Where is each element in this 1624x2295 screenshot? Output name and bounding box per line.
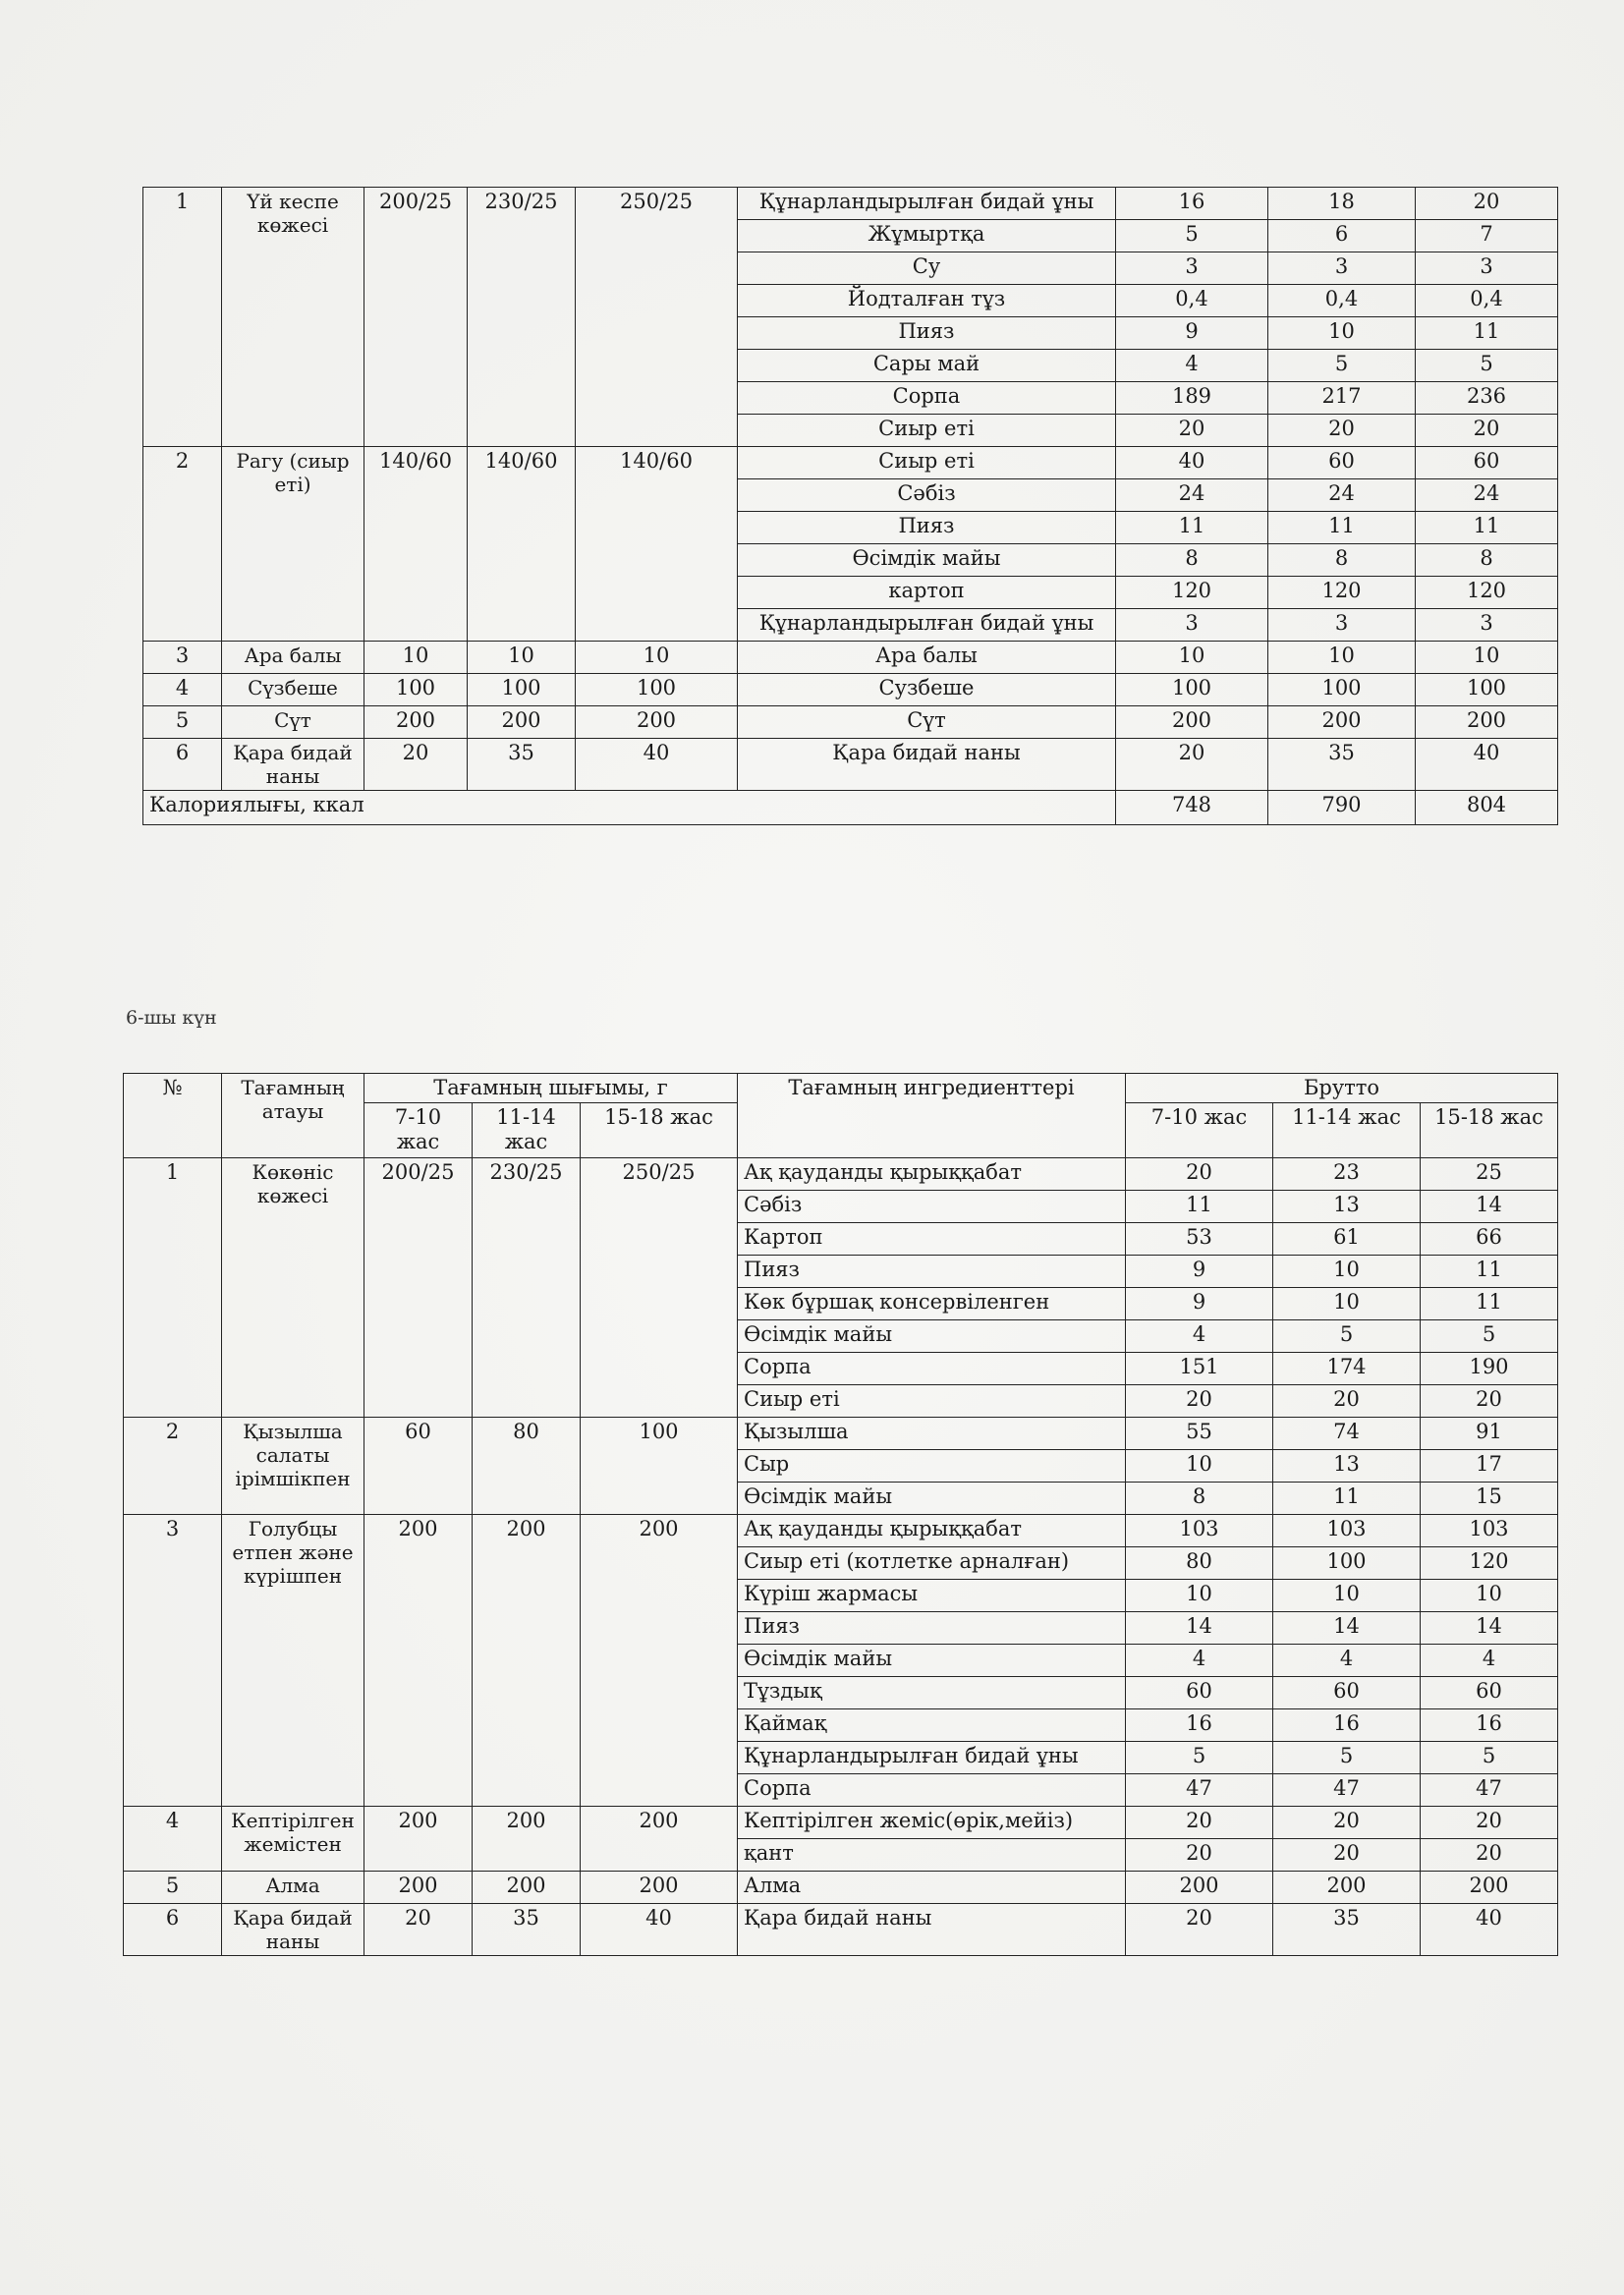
ingredient-name: Сиыр еті bbox=[738, 1384, 1126, 1417]
brutto-age-15-18: 20 bbox=[1421, 1806, 1558, 1838]
yield-age-11-14: 100 bbox=[468, 674, 576, 706]
brutto-age-11-14: 8 bbox=[1268, 544, 1416, 577]
ingredient-name: Күріш жармасы bbox=[738, 1579, 1126, 1611]
brutto-age-7-10: 20 bbox=[1126, 1903, 1273, 1955]
dish-number: 1 bbox=[124, 1157, 222, 1417]
dish-number: 1 bbox=[143, 188, 222, 447]
yield-age-15-18: 10 bbox=[576, 642, 738, 674]
ingredient-name: Су bbox=[738, 252, 1116, 285]
dish-name: Кептірілген жемістен bbox=[222, 1806, 364, 1871]
header-number: № bbox=[124, 1074, 222, 1158]
brutto-age-15-18: 47 bbox=[1421, 1773, 1558, 1806]
ingredient-name: Өсімдік майы bbox=[738, 1644, 1126, 1676]
ingredient-name: Сорпа bbox=[738, 382, 1116, 415]
brutto-age-7-10: 4 bbox=[1116, 350, 1268, 382]
table1-body bbox=[143, 188, 1558, 825]
dish-number: 6 bbox=[143, 739, 222, 791]
brutto-age-11-14: 200 bbox=[1268, 706, 1416, 739]
table-row bbox=[124, 1903, 1558, 1955]
brutto-age-11-14: 100 bbox=[1273, 1546, 1421, 1579]
brutto-age-15-18: 20 bbox=[1416, 415, 1558, 447]
yield-age-15-18: 250/25 bbox=[576, 188, 738, 447]
brutto-age-15-18: 15 bbox=[1421, 1482, 1558, 1514]
ingredient-name: Сары май bbox=[738, 350, 1116, 382]
brutto-age-11-14: 23 bbox=[1273, 1157, 1421, 1190]
brutto-age-11-14: 10 bbox=[1273, 1255, 1421, 1287]
ingredient-name: Ара балы bbox=[738, 642, 1116, 674]
header-yield-age-7-10: 7-10 жас bbox=[364, 1103, 473, 1157]
ingredient-name: Сәбіз bbox=[738, 1190, 1126, 1222]
brutto-age-15-18: 0,4 bbox=[1416, 285, 1558, 317]
brutto-age-7-10: 53 bbox=[1126, 1222, 1273, 1255]
brutto-age-7-10: 103 bbox=[1126, 1514, 1273, 1546]
brutto-age-11-14: 10 bbox=[1273, 1579, 1421, 1611]
ingredient-name: Сузбеше bbox=[738, 674, 1116, 706]
yield-age-15-18: 100 bbox=[581, 1417, 738, 1514]
brutto-age-11-14: 11 bbox=[1273, 1482, 1421, 1514]
brutto-age-15-18: 236 bbox=[1416, 382, 1558, 415]
yield-age-15-18: 200 bbox=[581, 1514, 738, 1806]
brutto-age-15-18: 200 bbox=[1421, 1871, 1558, 1903]
yield-age-11-14: 35 bbox=[473, 1903, 581, 1955]
brutto-age-7-10: 0,4 bbox=[1116, 285, 1268, 317]
brutto-age-7-10: 100 bbox=[1116, 674, 1268, 706]
brutto-age-15-18: 200 bbox=[1416, 706, 1558, 739]
brutto-age-15-18: 60 bbox=[1421, 1676, 1558, 1708]
ingredient-name: Ақ қауданды қырыққабат bbox=[738, 1514, 1126, 1546]
yield-age-7-10: 20 bbox=[364, 1903, 473, 1955]
brutto-age-7-10: 20 bbox=[1126, 1806, 1273, 1838]
brutto-age-15-18: 10 bbox=[1421, 1579, 1558, 1611]
ingredient-name: Пияз bbox=[738, 1611, 1126, 1644]
table-row bbox=[124, 1514, 1558, 1546]
ingredient-name: Ақ қауданды қырыққабат bbox=[738, 1157, 1126, 1190]
ingredient-name: Құнарландырылған бидай ұны bbox=[738, 1741, 1126, 1773]
brutto-age-7-10: 3 bbox=[1116, 609, 1268, 642]
yield-age-7-10: 10 bbox=[364, 642, 468, 674]
brutto-age-15-18: 14 bbox=[1421, 1190, 1558, 1222]
brutto-age-11-14: 61 bbox=[1273, 1222, 1421, 1255]
yield-age-11-14: 200 bbox=[473, 1871, 581, 1903]
brutto-age-15-18: 4 bbox=[1421, 1644, 1558, 1676]
brutto-age-11-14: 35 bbox=[1273, 1903, 1421, 1955]
yield-age-11-14: 200 bbox=[473, 1514, 581, 1806]
yield-age-11-14: 200 bbox=[473, 1806, 581, 1871]
yield-age-15-18: 200 bbox=[576, 706, 738, 739]
brutto-age-15-18: 25 bbox=[1421, 1157, 1558, 1190]
yield-age-11-14: 200 bbox=[468, 706, 576, 739]
brutto-age-11-14: 20 bbox=[1268, 415, 1416, 447]
brutto-age-11-14: 5 bbox=[1273, 1741, 1421, 1773]
yield-age-7-10: 200 bbox=[364, 1514, 473, 1806]
brutto-age-11-14: 24 bbox=[1268, 479, 1416, 512]
brutto-age-7-10: 20 bbox=[1116, 739, 1268, 791]
header-dish-name: Тағамның атауы bbox=[222, 1074, 364, 1158]
yield-age-15-18: 40 bbox=[576, 739, 738, 791]
yield-age-11-14: 35 bbox=[468, 739, 576, 791]
brutto-age-7-10: 16 bbox=[1116, 188, 1268, 220]
ingredient-name: Пияз bbox=[738, 512, 1116, 544]
yield-age-11-14: 80 bbox=[473, 1417, 581, 1514]
brutto-age-11-14: 10 bbox=[1268, 642, 1416, 674]
yield-age-15-18: 250/25 bbox=[581, 1157, 738, 1417]
brutto-age-7-10: 3 bbox=[1116, 252, 1268, 285]
dish-number: 4 bbox=[124, 1806, 222, 1871]
yield-age-11-14: 230/25 bbox=[473, 1157, 581, 1417]
brutto-age-15-18: 24 bbox=[1416, 479, 1558, 512]
brutto-age-7-10: 47 bbox=[1126, 1773, 1273, 1806]
ingredient-name: Қаймақ bbox=[738, 1708, 1126, 1741]
table-row bbox=[143, 706, 1558, 739]
calorie-value-11-14: 790 bbox=[1268, 791, 1416, 825]
calorie-value-15-18: 804 bbox=[1416, 791, 1558, 825]
ingredient-name: Пияз bbox=[738, 1255, 1126, 1287]
brutto-age-15-18: 20 bbox=[1421, 1384, 1558, 1417]
brutto-age-15-18: 20 bbox=[1416, 188, 1558, 220]
brutto-age-11-14: 47 bbox=[1273, 1773, 1421, 1806]
brutto-age-7-10: 9 bbox=[1126, 1255, 1273, 1287]
yield-age-7-10: 100 bbox=[364, 674, 468, 706]
brutto-age-11-14: 16 bbox=[1273, 1708, 1421, 1741]
yield-age-7-10: 20 bbox=[364, 739, 468, 791]
brutto-age-15-18: 11 bbox=[1416, 317, 1558, 350]
dish-name: Ара балы bbox=[222, 642, 364, 674]
brutto-age-15-18: 5 bbox=[1421, 1741, 1558, 1773]
brutto-age-7-10: 20 bbox=[1126, 1838, 1273, 1871]
brutto-age-11-14: 13 bbox=[1273, 1190, 1421, 1222]
calorie-value-7-10: 748 bbox=[1116, 791, 1268, 825]
ingredient-name: Құнарландырылған бидай ұны bbox=[738, 188, 1116, 220]
brutto-age-7-10: 20 bbox=[1126, 1384, 1273, 1417]
brutto-age-11-14: 20 bbox=[1273, 1838, 1421, 1871]
brutto-age-7-10: 40 bbox=[1116, 447, 1268, 479]
dish-name: Сүзбеше bbox=[222, 674, 364, 706]
dish-name: Қызылша салаты ірімшікпен bbox=[222, 1417, 364, 1514]
ingredient-name: Сәбіз bbox=[738, 479, 1116, 512]
brutto-age-11-14: 18 bbox=[1268, 188, 1416, 220]
brutto-age-15-18: 120 bbox=[1421, 1546, 1558, 1579]
table-row bbox=[143, 739, 1558, 791]
yield-age-7-10: 140/60 bbox=[364, 447, 468, 642]
brutto-age-15-18: 190 bbox=[1421, 1352, 1558, 1384]
ingredient-name: Көк бұршақ консервіленген bbox=[738, 1287, 1126, 1319]
ingredient-name: Өсімдік майы bbox=[738, 1482, 1126, 1514]
ingredient-name: Өсімдік майы bbox=[738, 544, 1116, 577]
header-yield: Тағамның шығымы, г bbox=[364, 1074, 738, 1103]
brutto-age-11-14: 14 bbox=[1273, 1611, 1421, 1644]
dish-name: Көкөніс көжесі bbox=[222, 1157, 364, 1417]
brutto-age-15-18: 66 bbox=[1421, 1222, 1558, 1255]
ingredient-name: Тұздық bbox=[738, 1676, 1126, 1708]
ingredient-name: Сиыр еті bbox=[738, 447, 1116, 479]
brutto-age-11-14: 4 bbox=[1273, 1644, 1421, 1676]
header-brutto-age-11-14: 11-14 жас bbox=[1273, 1103, 1421, 1157]
day-caption: 6-шы күн bbox=[126, 1007, 217, 1029]
dish-number: 4 bbox=[143, 674, 222, 706]
brutto-age-7-10: 120 bbox=[1116, 577, 1268, 609]
dish-name: Қара бидай наны bbox=[222, 739, 364, 791]
yield-age-11-14: 230/25 bbox=[468, 188, 576, 447]
dish-name: Рагу (сиыр еті) bbox=[222, 447, 364, 642]
table2-header bbox=[124, 1074, 1558, 1158]
brutto-age-7-10: 189 bbox=[1116, 382, 1268, 415]
brutto-age-11-14: 5 bbox=[1273, 1319, 1421, 1352]
ingredient-name: Қара бидай наны bbox=[738, 739, 1116, 791]
dish-number: 3 bbox=[143, 642, 222, 674]
brutto-age-7-10: 16 bbox=[1126, 1708, 1273, 1741]
ingredient-name: Сүт bbox=[738, 706, 1116, 739]
dish-number: 3 bbox=[124, 1514, 222, 1806]
brutto-age-7-10: 8 bbox=[1116, 544, 1268, 577]
brutto-age-15-18: 40 bbox=[1421, 1903, 1558, 1955]
header-yield-age-15-18: 15-18 жас bbox=[581, 1103, 738, 1157]
brutto-age-11-14: 0,4 bbox=[1268, 285, 1416, 317]
brutto-age-15-18: 10 bbox=[1416, 642, 1558, 674]
ingredient-name: Пияз bbox=[738, 317, 1116, 350]
ingredient-name: Қара бидай наны bbox=[738, 1903, 1126, 1955]
brutto-age-7-10: 5 bbox=[1116, 220, 1268, 252]
yield-age-11-14: 140/60 bbox=[468, 447, 576, 642]
brutto-age-11-14: 120 bbox=[1268, 577, 1416, 609]
table-row bbox=[143, 642, 1558, 674]
table-row bbox=[124, 1871, 1558, 1903]
brutto-age-11-14: 60 bbox=[1273, 1676, 1421, 1708]
dish-number: 2 bbox=[124, 1417, 222, 1514]
dish-number: 5 bbox=[143, 706, 222, 739]
brutto-age-7-10: 151 bbox=[1126, 1352, 1273, 1384]
yield-age-7-10: 60 bbox=[364, 1417, 473, 1514]
dish-name: Алма bbox=[222, 1871, 364, 1903]
brutto-age-7-10: 9 bbox=[1126, 1287, 1273, 1319]
yield-age-7-10: 200 bbox=[364, 706, 468, 739]
ingredient-name: Сорпа bbox=[738, 1352, 1126, 1384]
brutto-age-7-10: 60 bbox=[1126, 1676, 1273, 1708]
brutto-age-7-10: 55 bbox=[1126, 1417, 1273, 1449]
brutto-age-7-10: 4 bbox=[1126, 1644, 1273, 1676]
header-yield-age-11-14: 11-14 жас bbox=[473, 1103, 581, 1157]
brutto-age-7-10: 200 bbox=[1126, 1871, 1273, 1903]
dish-name: Голубцы етпен және күрішпен bbox=[222, 1514, 364, 1806]
brutto-age-7-10: 10 bbox=[1126, 1579, 1273, 1611]
brutto-age-7-10: 24 bbox=[1116, 479, 1268, 512]
brutto-age-15-18: 91 bbox=[1421, 1417, 1558, 1449]
brutto-age-15-18: 5 bbox=[1421, 1319, 1558, 1352]
brutto-age-11-14: 200 bbox=[1273, 1871, 1421, 1903]
brutto-age-15-18: 11 bbox=[1421, 1255, 1558, 1287]
brutto-age-11-14: 10 bbox=[1273, 1287, 1421, 1319]
brutto-age-15-18: 20 bbox=[1421, 1838, 1558, 1871]
brutto-age-15-18: 11 bbox=[1416, 512, 1558, 544]
yield-age-7-10: 200 bbox=[364, 1806, 473, 1871]
brutto-age-11-14: 60 bbox=[1268, 447, 1416, 479]
ingredient-name: Картоп bbox=[738, 1222, 1126, 1255]
brutto-age-15-18: 11 bbox=[1421, 1287, 1558, 1319]
ingredient-name: Жұмыртқа bbox=[738, 220, 1116, 252]
brutto-age-15-18: 100 bbox=[1416, 674, 1558, 706]
ingredient-name: Құнарландырылған бидай ұны bbox=[738, 609, 1116, 642]
brutto-age-15-18: 8 bbox=[1416, 544, 1558, 577]
table-row bbox=[124, 1157, 1558, 1190]
brutto-age-11-14: 100 bbox=[1268, 674, 1416, 706]
brutto-age-11-14: 11 bbox=[1268, 512, 1416, 544]
brutto-age-15-18: 14 bbox=[1421, 1611, 1558, 1644]
table-row bbox=[143, 188, 1558, 220]
brutto-age-7-10: 4 bbox=[1126, 1319, 1273, 1352]
header-brutto-age-15-18: 15-18 жас bbox=[1421, 1103, 1558, 1157]
ingredient-name: Сорпа bbox=[738, 1773, 1126, 1806]
menu-table-day-5 bbox=[142, 187, 1558, 825]
brutto-age-7-10: 14 bbox=[1126, 1611, 1273, 1644]
brutto-age-7-10: 80 bbox=[1126, 1546, 1273, 1579]
dish-name: Үй кеспе көжесі bbox=[222, 188, 364, 447]
brutto-age-15-18: 103 bbox=[1421, 1514, 1558, 1546]
brutto-age-11-14: 35 bbox=[1268, 739, 1416, 791]
dish-name: Сүт bbox=[222, 706, 364, 739]
dish-name: Қара бидай наны bbox=[222, 1903, 364, 1955]
brutto-age-15-18: 17 bbox=[1421, 1449, 1558, 1482]
brutto-age-11-14: 103 bbox=[1273, 1514, 1421, 1546]
header-brutto-age-7-10: 7-10 жас bbox=[1126, 1103, 1273, 1157]
yield-age-15-18: 200 bbox=[581, 1871, 738, 1903]
brutto-age-11-14: 174 bbox=[1273, 1352, 1421, 1384]
brutto-age-7-10: 20 bbox=[1126, 1157, 1273, 1190]
table2-body bbox=[124, 1157, 1558, 1955]
brutto-age-15-18: 3 bbox=[1416, 252, 1558, 285]
brutto-age-7-10: 9 bbox=[1116, 317, 1268, 350]
brutto-age-7-10: 200 bbox=[1116, 706, 1268, 739]
yield-age-15-18: 100 bbox=[576, 674, 738, 706]
table-row bbox=[124, 1806, 1558, 1838]
dish-number: 5 bbox=[124, 1871, 222, 1903]
brutto-age-11-14: 10 bbox=[1268, 317, 1416, 350]
brutto-age-15-18: 60 bbox=[1416, 447, 1558, 479]
ingredient-name: Сиыр еті bbox=[738, 415, 1116, 447]
brutto-age-7-10: 11 bbox=[1126, 1190, 1273, 1222]
ingredient-name: Йодталған тұз bbox=[738, 285, 1116, 317]
brutto-age-11-14: 20 bbox=[1273, 1806, 1421, 1838]
ingredient-name: Сиыр еті (котлетке арналған) bbox=[738, 1546, 1126, 1579]
calorie-row bbox=[143, 791, 1558, 825]
brutto-age-15-18: 120 bbox=[1416, 577, 1558, 609]
table-row bbox=[143, 447, 1558, 479]
brutto-age-15-18: 5 bbox=[1416, 350, 1558, 382]
brutto-age-7-10: 11 bbox=[1116, 512, 1268, 544]
brutto-age-11-14: 5 bbox=[1268, 350, 1416, 382]
brutto-age-15-18: 7 bbox=[1416, 220, 1558, 252]
header-ingredients: Тағамның ингредиенттері bbox=[738, 1074, 1126, 1158]
yield-age-15-18: 40 bbox=[581, 1903, 738, 1955]
brutto-age-11-14: 13 bbox=[1273, 1449, 1421, 1482]
brutto-age-11-14: 20 bbox=[1273, 1384, 1421, 1417]
brutto-age-11-14: 6 bbox=[1268, 220, 1416, 252]
ingredient-name: картоп bbox=[738, 577, 1116, 609]
brutto-age-15-18: 16 bbox=[1421, 1708, 1558, 1741]
brutto-age-11-14: 3 bbox=[1268, 609, 1416, 642]
menu-table-day-6 bbox=[123, 1073, 1558, 1956]
yield-age-7-10: 200/25 bbox=[364, 188, 468, 447]
yield-age-7-10: 200/25 bbox=[364, 1157, 473, 1417]
ingredient-name: Кептірілген жеміс(өрік,мейіз) bbox=[738, 1806, 1126, 1838]
ingredient-name: Қызылша bbox=[738, 1417, 1126, 1449]
dish-number: 6 bbox=[124, 1903, 222, 1955]
brutto-age-15-18: 3 bbox=[1416, 609, 1558, 642]
brutto-age-15-18: 40 bbox=[1416, 739, 1558, 791]
ingredient-name: қант bbox=[738, 1838, 1126, 1871]
brutto-age-11-14: 217 bbox=[1268, 382, 1416, 415]
brutto-age-7-10: 20 bbox=[1116, 415, 1268, 447]
brutto-age-7-10: 8 bbox=[1126, 1482, 1273, 1514]
calorie-label: Калориялығы, ккал bbox=[143, 791, 1116, 825]
header-brutto: Брутто bbox=[1126, 1074, 1558, 1103]
yield-age-11-14: 10 bbox=[468, 642, 576, 674]
brutto-age-11-14: 3 bbox=[1268, 252, 1416, 285]
yield-age-7-10: 200 bbox=[364, 1871, 473, 1903]
yield-age-15-18: 140/60 bbox=[576, 447, 738, 642]
dish-number: 2 bbox=[143, 447, 222, 642]
table-row bbox=[143, 674, 1558, 706]
brutto-age-11-14: 74 bbox=[1273, 1417, 1421, 1449]
brutto-age-7-10: 10 bbox=[1126, 1449, 1273, 1482]
ingredient-name: Сыр bbox=[738, 1449, 1126, 1482]
table-row bbox=[124, 1417, 1558, 1449]
ingredient-name: Өсімдік майы bbox=[738, 1319, 1126, 1352]
brutto-age-7-10: 10 bbox=[1116, 642, 1268, 674]
yield-age-15-18: 200 bbox=[581, 1806, 738, 1871]
ingredient-name: Алма bbox=[738, 1871, 1126, 1903]
brutto-age-7-10: 5 bbox=[1126, 1741, 1273, 1773]
